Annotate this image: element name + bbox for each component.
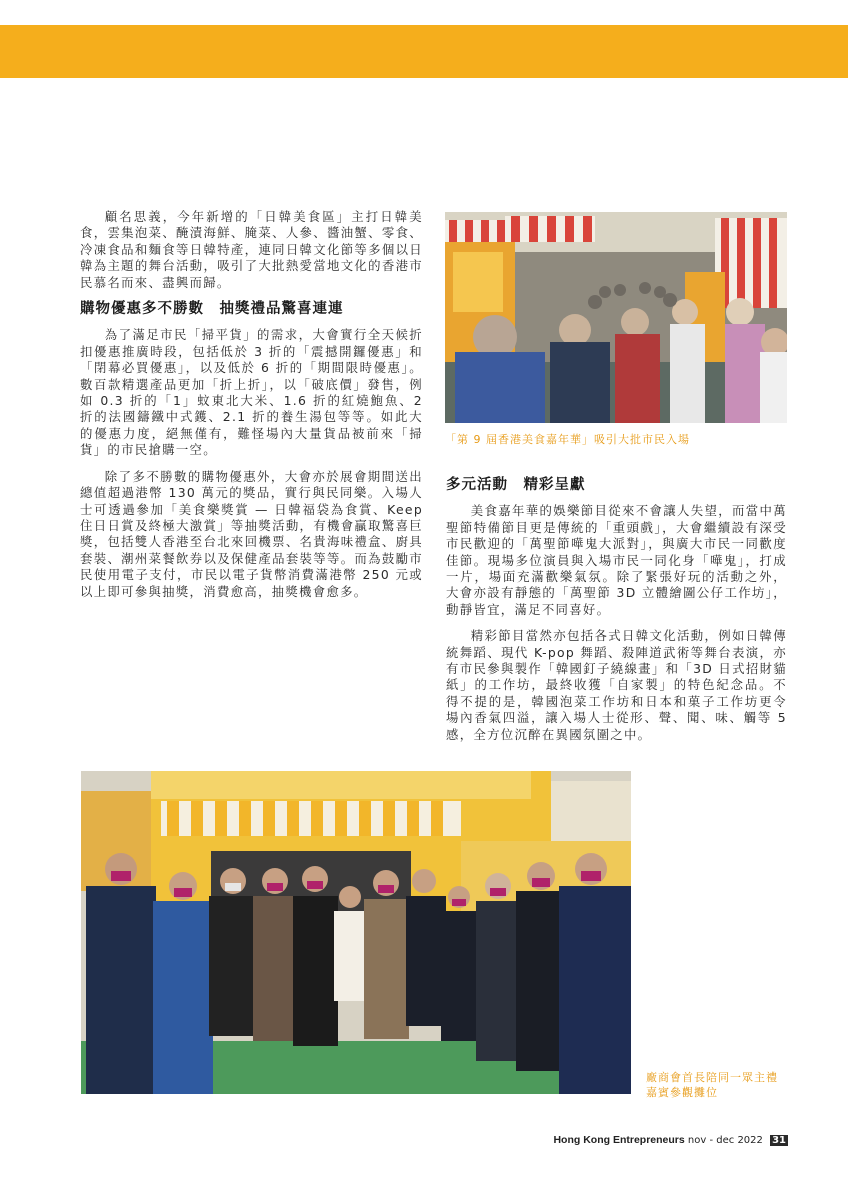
issue-date: nov - dec 2022 (687, 1135, 763, 1146)
photo-caption: 「第 9 屆香港美食嘉年華」吸引大批市民入場 (445, 433, 690, 446)
photo-caption: 廠商會首長陪同一眾主禮嘉賓參觀攤位 (646, 1071, 778, 1099)
paragraph: 為了滿足市民「掃平貨」的需求，大會實行全天候折扣優惠推廣時段，包括低於 3 折的「震撼開鑼優惠」和「閉幕必買優惠」，以及低於 6 折的「期間限時優惠」。數百款精選產品更加「折上折」，以「破底價」發售，例如 0.3 折的「1」蚊東北大米、1.6 折的紅燒鮑魚、2 折的法國鑄鐵中式鑊、2.1 折的養生湯包等等。如此大的優惠力度，絕無僅有，難怪場內大量貨品被前來「掃貨」的市民搶購一空。 (80, 327, 423, 458)
paragraph: 美食嘉年華的娛樂節目從來不會讓人失望，而當中萬聖節特備節目更是傳統的「重頭戲」，大會繼續設有深受市民歡迎的「萬聖節嘩鬼大派對」，與廣大市民一同歡度佳節。現場多位演員與入場市民一同化身「嘩鬼」，打成一片，場面充滿歡樂氣氛。除了緊張好玩的活動之外，大會亦設有靜態的「萬聖節 3D 立體繪圖公仔工作坊」，動靜皆宜，滿足不同喜好。 (446, 503, 787, 617)
page-number: 31 (772, 1135, 786, 1146)
header-color-bar (0, 25, 848, 78)
paragraph: 顧名思義，今年新增的「日韓美食區」主打日韓美食，雲集泡菜、醃漬海鮮、腌菜、人參、醬油蟹、零食、冷凍食品和麵食等日韓特產，連同日韓文化節等多個以日韓為主題的舞台活動，吸引了大批熱愛當地文化的香港市民慕名而來、盡興而歸。 (80, 209, 423, 290)
section-heading: 多元活動 精彩呈獻 (446, 477, 586, 493)
paragraph: 除了多不勝數的購物優惠外，大會亦於展會期間送出總值超過港幣 130 萬元的獎品，實行與民同樂。入場人士可透過參加「美食樂獎賞 — 日韓福袋為食賞、Keep 住日日賞及終極大激賞」等抽獎活動，有機會贏取驚喜巨獎，包括雙人香港至台北來回機票、名貴海味禮盒、廚具套裝、潮州菜餐飲券以及保健產品套裝等等。而為鼓勵市民使用電子支付，市民以電子貨幣消費滿港幣 250 元或以上即可參與抽獎，消費愈高，抽獎機會愈多。 (80, 468, 423, 599)
crowd-photo (445, 212, 787, 423)
page-footer (553, 1134, 788, 1146)
paragraph: 精彩節目當然亦包括各式日韓文化活動，例如日韓傳統舞蹈、現代 K-pop 舞蹈、殺陣道武術等舞台表演，亦有市民參與製作「韓國釘子繞線畫」和「3D 日式招財貓紙」的工作坊，最終收獲「自家製」的特色紀念品。不得不提的是，韓國泡菜工作坊和日本和菓子工作坊更令場內香氣四溢，讓入場人士從形、聲、聞、味、觸等 5 感，全方位沉醉在異國氛圍之中。 (446, 628, 787, 742)
guests-group-photo (81, 771, 631, 1094)
section-heading: 購物優惠多不勝數 抽獎禮品驚喜連連 (80, 301, 344, 318)
article-right-column (446, 473, 787, 753)
article-left-column (80, 209, 423, 610)
magazine-name: Hong Kong Entrepreneurs (553, 1134, 685, 1146)
